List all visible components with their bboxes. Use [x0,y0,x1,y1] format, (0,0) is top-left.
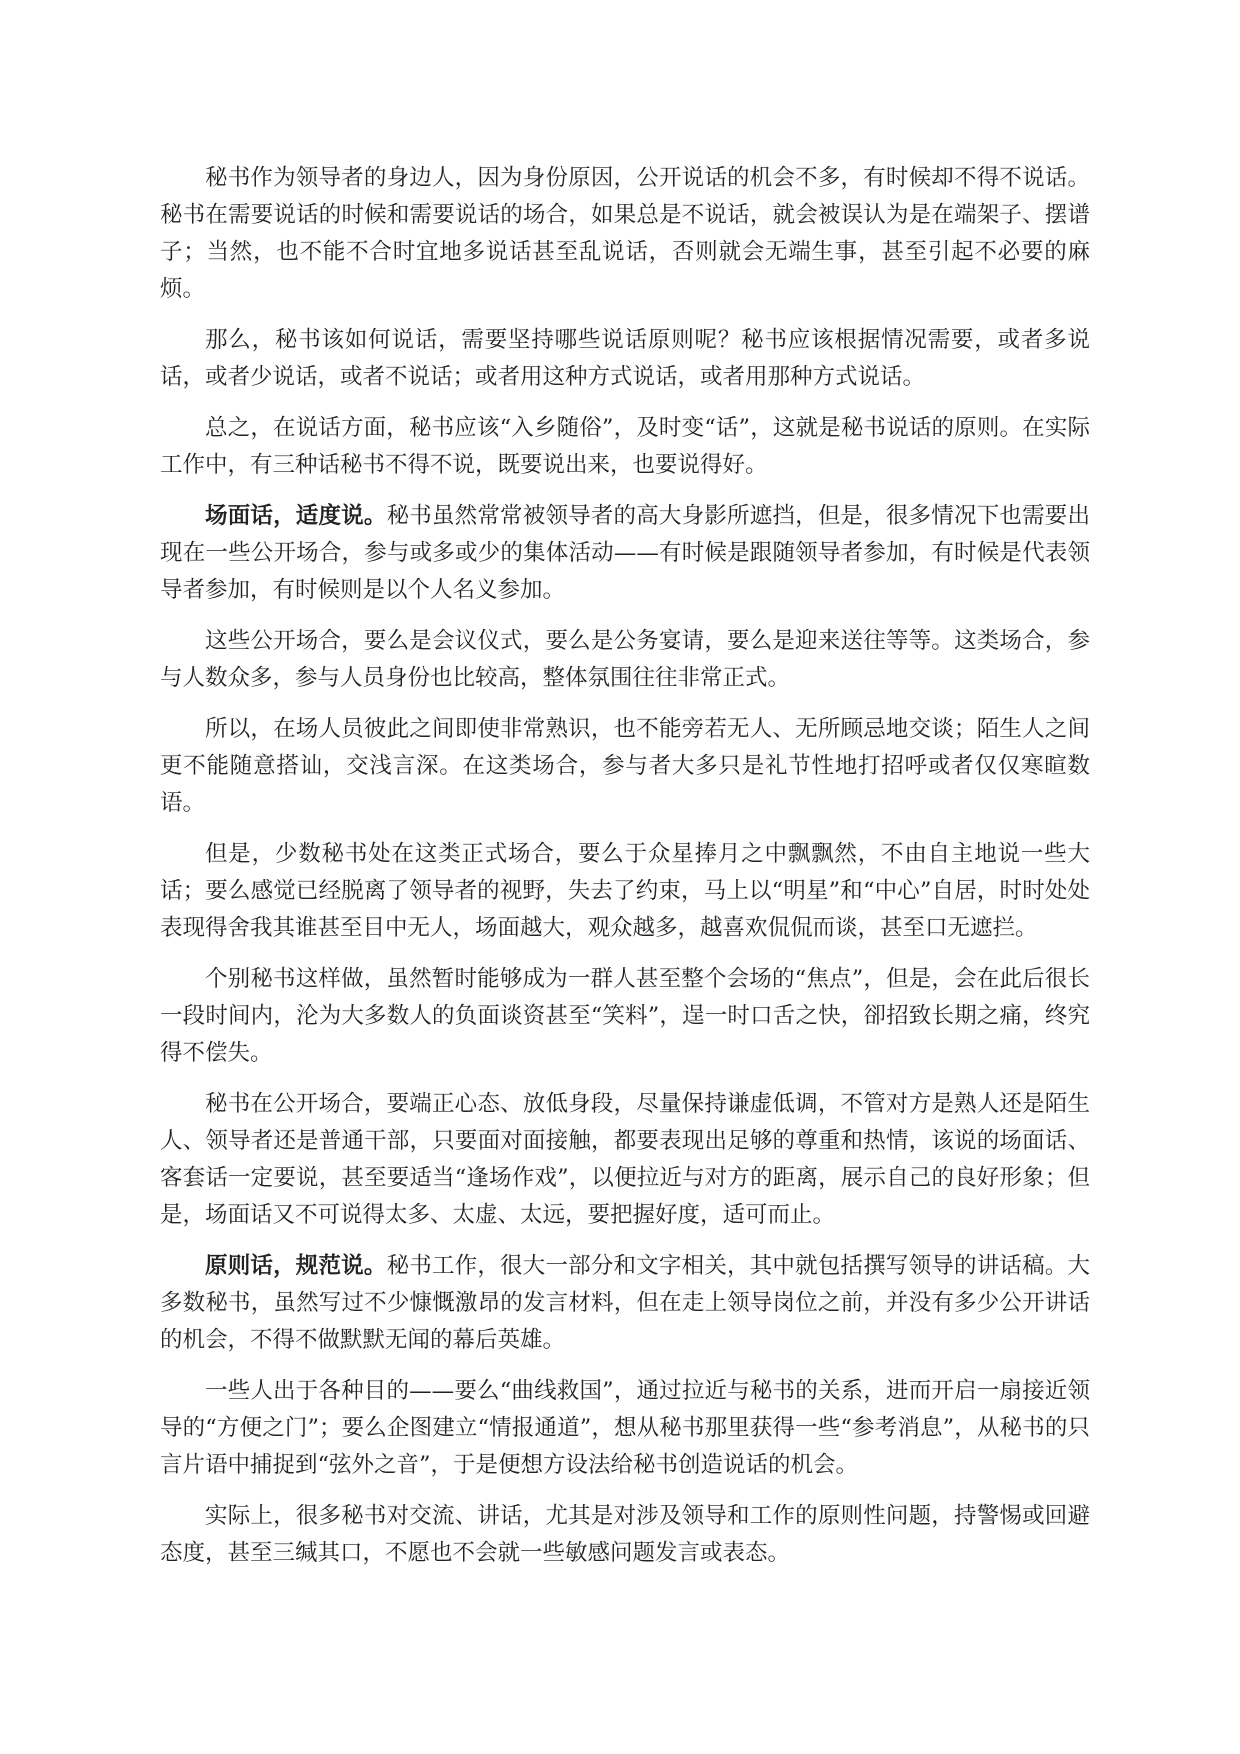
paragraph-12 [160,1498,1090,1572]
paragraph-1 [160,160,1090,308]
paragraph-text: 秘书虽然常常被领导者的高大身影所遮挡，但是，很多情况下也需要出现在一些公开场合，参与或多或少的集体活动——有时候是跟随领导者参加，有时候是代表领导者参加，有时候则是以个人名义参加。 [160,503,1090,603]
paragraph-3 [160,410,1090,484]
paragraph-text: 但是，少数秘书处在这类正式场合，要么于众星捧月之中飘飘然，不由自主地说一些大话；要么感觉已经脱离了领导者的视野，失去了约束，马上以“明星”和“中心”自居，时时处处表现得舍我其谁甚至目中无人，场面越大，观众越多，越喜欢侃侃而谈，甚至口无遮拦。 [160,841,1090,941]
paragraph-10 [160,1248,1090,1359]
paragraph-lead: 原则话，规范说。 [205,1253,387,1279]
paragraph-8 [160,961,1090,1072]
paragraph-text: 这些公开场合，要么是会议仪式，要么是公务宴请，要么是迎来送往等等。这类场合，参与人数众多，参与人员身份也比较高，整体氛围往往非常正式。 [160,628,1090,691]
paragraph-2 [160,322,1090,396]
paragraph-9 [160,1086,1090,1234]
paragraph-text: 秘书在公开场合，要端正心态、放低身段，尽量保持谦虚低调，不管对方是熟人还是陌生人、领导者还是普通干部，只要面对面接触，都要表现出足够的尊重和热情，该说的场面话、客套话一定要说，甚至要适当“逢场作戏”，以便拉近与对方的距离，展示自己的良好形象；但是，场面话又不可说得太多、太虚、太远，要把握好度，适可而止。 [160,1091,1090,1228]
paragraph-7 [160,836,1090,947]
paragraph-text: 秘书工作，很大一部分和文字相关，其中就包括撰写领导的讲话稿。大多数秘书，虽然写过不少慷慨激昂的发言材料，但在走上领导岗位之前，并没有多少公开讲话的机会，不得不做默默无闻的幕后英雄。 [160,1253,1090,1353]
paragraph-6 [160,711,1090,822]
paragraph-text: 那么，秘书该如何说话，需要坚持哪些说话原则呢？秘书应该根据情况需要，或者多说话，或者少说话，或者不说话；或者用这种方式说话，或者用那种方式说话。 [160,327,1090,390]
paragraph-11 [160,1373,1090,1484]
document-body [160,160,1090,1586]
paragraph-5 [160,623,1090,697]
paragraph-text: 所以，在场人员彼此之间即使非常熟识，也不能旁若无人、无所顾忌地交谈；陌生人之间更不能随意搭讪，交浅言深。在这类场合，参与者大多只是礼节性地打招呼或者仅仅寒暄数语。 [160,716,1090,816]
paragraph-text: 总之，在说话方面，秘书应该“入乡随俗”，及时变“话”，这就是秘书说话的原则。在实际工作中，有三种话秘书不得不说，既要说出来，也要说得好。 [160,415,1090,478]
paragraph-lead: 场面话，适度说。 [205,503,387,529]
paragraph-text: 秘书作为领导者的身边人，因为身份原因，公开说话的机会不多，有时候却不得不说话。秘书在需要说话的时候和需要说话的场合，如果总是不说话，就会被误认为是在端架子、摆谱子；当然，也不能不合时宜地多说话甚至乱说话，否则就会无端生事，甚至引起不必要的麻烦。 [160,165,1090,302]
paragraph-4 [160,498,1090,609]
paragraph-text: 实际上，很多秘书对交流、讲话，尤其是对涉及领导和工作的原则性问题，持警惕或回避态度，甚至三缄其口，不愿也不会就一些敏感问题发言或表态。 [160,1503,1090,1566]
paragraph-text: 一些人出于各种目的——要么“曲线救国”，通过拉近与秘书的关系，进而开启一扇接近领导的“方便之门”；要么企图建立“情报通道”，想从秘书那里获得一些“参考消息”，从秘书的只言片语中捕捉到“弦外之音”，于是便想方设法给秘书创造说话的机会。 [160,1378,1090,1478]
paragraph-text: 个别秘书这样做，虽然暂时能够成为一群人甚至整个会场的“焦点”，但是，会在此后很长一段时间内，沦为大多数人的负面谈资甚至“笑料”，逞一时口舌之快，卻招致长期之痛，终究得不偿失。 [160,966,1090,1066]
